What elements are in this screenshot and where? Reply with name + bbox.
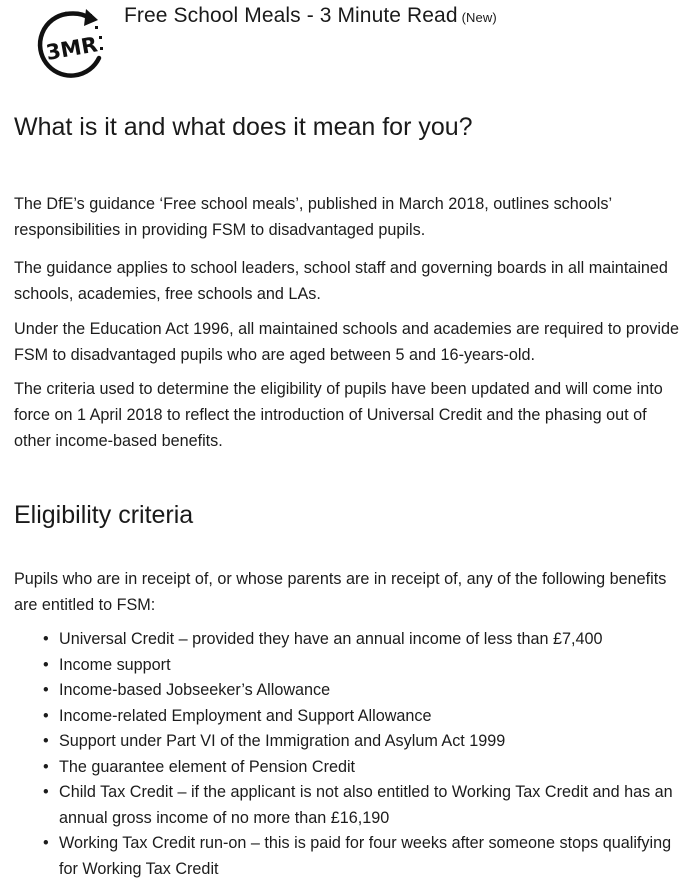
list-item-text: Income-based Jobseeker’s Allowance [59,681,331,699]
bullet-icon: • [43,732,49,750]
document-title-text: Free School Meals - 3 Minute Read [124,4,458,27]
paragraph-education-act: Under the Education Act 1996, all maintained schools and academies are required to provide FSM to disadvantaged pupils who are aged between 5 and 16-years-old. [14,320,679,364]
bullet-icon: • [43,655,49,674]
paragraph-eligibility-intro: Pupils who are in receipt of, or whose parents are in receipt of, any of the following benefits are entitled to FSM: [14,570,667,614]
logo-lettering: 3MR [44,32,100,65]
list-item-text: Income support [59,655,171,674]
list-item-text: Child Tax Credit – if the applicant is not also entitled to Working Tax Credit and has an annual gross income of no more than £16,190 [59,783,673,827]
list-item-text: Universal Credit – provided they have an annual income of less than £7,400 [59,630,603,648]
document-header [0,0,687,90]
list-item-text: Support under Part VI of the Immigration and Asylum Act 1999 [59,732,506,750]
list-item [40,678,685,704]
paragraph-criteria-update: The criteria used to determine the eligibility of pupils have been updated and will come into force on 1 April 2018 to reflect the introduction of Universal Credit and the phasing out of other income-based benefits. [14,380,663,450]
list-item [40,704,685,730]
list-item [40,780,685,831]
bullet-icon: • [43,757,49,776]
list-item [40,627,685,653]
list-item [40,729,685,755]
section-heading-eligibility: Eligibility criteria [14,501,194,529]
bullet-icon: • [43,630,49,648]
paragraph-guidance-scope: The guidance applies to school leaders, school staff and governing boards in all maintained schools, academies, free schools and LAs. [14,259,668,303]
bullet-icon: • [43,706,49,725]
bullet-icon: • [43,834,49,852]
new-badge: (New) [461,10,497,25]
paragraph-guidance-intro: The DfE’s guidance ‘Free school meals’, published in March 2018, outlines schools’ responsibilities in providing FSM to disadvantaged pupils. [14,195,612,239]
document-title [124,4,497,28]
list-item [40,831,685,882]
list-item [40,755,685,781]
three-minute-read-logo [26,2,114,84]
bullet-icon: • [43,681,49,699]
list-item [40,653,685,679]
list-item-text: Income-related Employment and Support Allowance [59,706,432,725]
section-heading-what-is-it: What is it and what does it mean for you? [14,113,473,141]
bullet-icon: • [43,783,49,801]
list-item-text: Working Tax Credit run-on – this is paid for four weeks after someone stops qualifying for Working Tax Credit [59,834,672,878]
eligibility-benefits-list [40,627,685,882]
list-item-text: The guarantee element of Pension Credit [59,757,356,776]
